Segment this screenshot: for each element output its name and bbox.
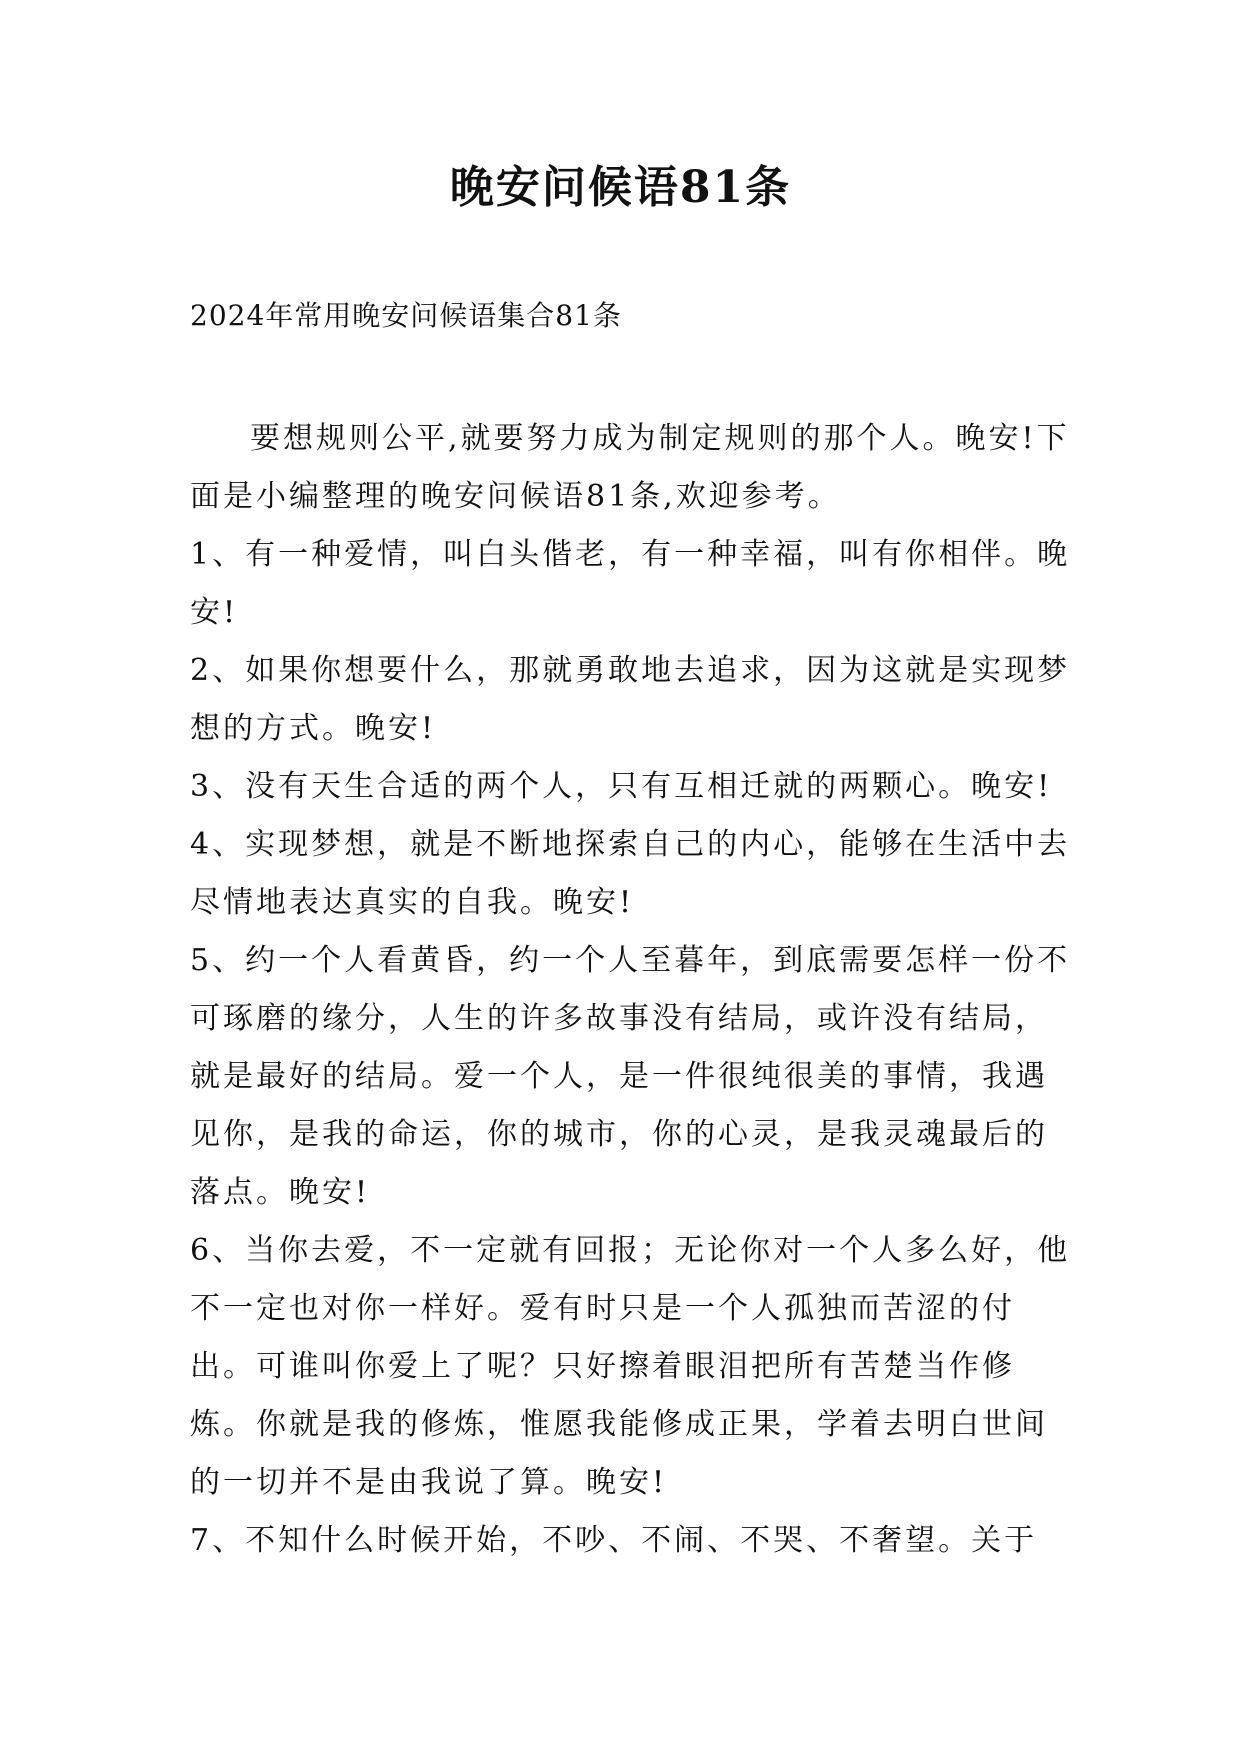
list-item: 2、如果你想要什么，那就勇敢地去追求，因为这就是实现梦想的方式。晚安! <box>190 653 1071 746</box>
list-item: 6、当你去爱，不一定就有回报；无论你对一个人多么好，他不一定也对你一样好。爱有时只是一个人孤独而苦涩的付出。可谁叫你爱上了呢？只好擦着眼泪把所有苦楚当作修炼。你就是我的修炼，惟愿我能修成正果，学着去明白世间的一切并不是由我说了算。晚安! <box>190 1233 1071 1500</box>
page-title: 晚安问候语81条 <box>449 162 792 213</box>
list-item: 4、实现梦想，就是不断地探索自己的内心，能够在生活中去尽情地表达真实的自我。晚安! <box>190 827 1071 920</box>
document-subtitle: 2024年常用晚安问候语集合81条 <box>190 299 622 332</box>
intro-paragraph: 要想规则公平,就要努力成为制定规则的那个人。晚安!下面是小编整理的晚安问候语81条,欢迎参考。 <box>190 421 1070 514</box>
list-item: 5、约一个人看黄昏，约一个人至暮年，到底需要怎样一份不可琢磨的缘分，人生的许多故事没有结局，或许没有结局，就是最好的结局。爱一个人，是一件很纯很美的事情，我遇见你，是我的命运，你的城市，你的心灵，是我灵魂最后的落点。晚安! <box>190 943 1071 1210</box>
list-item: 7、不知什么时候开始，不吵、不闹、不哭、不奢望。关于 <box>190 1523 1038 1558</box>
document-body <box>190 410 1075 1570</box>
list-item: 3、没有天生合适的两个人，只有互相迁就的两颗心。晚安! <box>190 769 1053 804</box>
list-item: 1、有一种爱情，叫白头偕老，有一种幸福，叫有你相伴。晚安! <box>190 537 1071 630</box>
